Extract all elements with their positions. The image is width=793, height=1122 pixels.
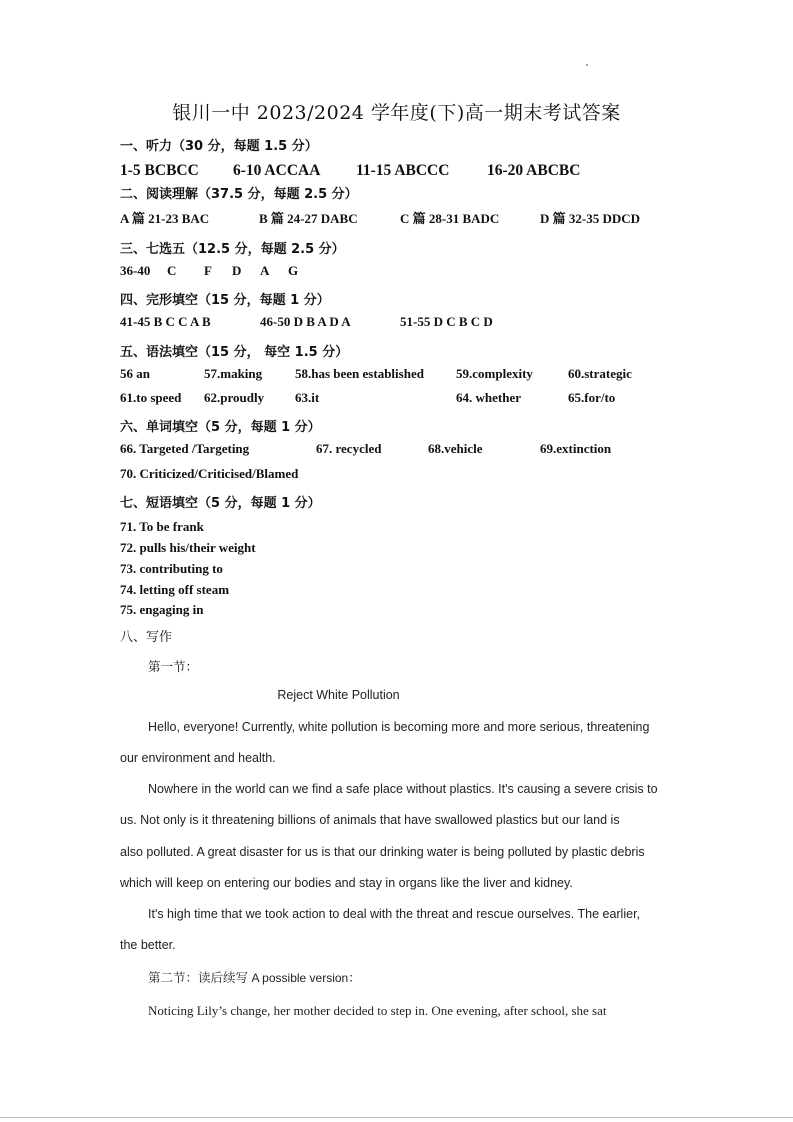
answer-item: 61.to speed — [120, 390, 182, 405]
section-6-heading: 六、单词填空（5 分，每题 1 分） — [120, 420, 321, 435]
answer-group: D 篇 32-35 DDCD — [540, 211, 641, 226]
section-7-heading: 七、短语填空（5 分，每题 1 分） — [120, 496, 321, 511]
phrase-answer: 74. letting off steam — [120, 582, 230, 597]
answer-group: 51-55 D C B C D — [400, 314, 493, 329]
answer-item: 68.vehicle — [428, 441, 483, 456]
phrase-answer: 72. pulls his/their weight — [120, 540, 256, 555]
answer-group: 6-10 ACCAA — [233, 162, 321, 179]
answer-letter: C — [167, 263, 177, 278]
answer-item: 69.extinction — [540, 441, 612, 456]
page-bottom-edge — [0, 1117, 793, 1118]
answer-group: C 篇 28-31 BADC — [400, 211, 500, 226]
answer-item: 66. Targeted /Targeting — [120, 441, 250, 456]
answer-group: B 篇 24-27 DABC — [259, 211, 358, 226]
part-2-label: 第二节：读后续写 A possible version： — [148, 970, 361, 985]
section-4-heading: 四、完形填空（15 分，每题 1 分） — [120, 293, 330, 308]
essay-line: It's high time that we took action to deal with the threat and rescue ourselves. The earlier, — [148, 907, 641, 921]
phrase-answer: 75. engaging in — [120, 602, 204, 617]
continuation-line: Noticing Lily’s change, her mother decided to step in. One evening, after school, she sat — [148, 1003, 607, 1018]
essay-line: also polluted. A great disaster for us is that our drinking water is being polluted by plastic debris — [120, 845, 645, 859]
answer-item: 65.for/to — [568, 390, 616, 405]
essay-line: the better. — [120, 938, 176, 952]
answer-group: 16-20 ABCBC — [487, 162, 581, 179]
answer-item: 63.it — [295, 390, 320, 405]
phrase-answer: 71. To be frank — [120, 519, 204, 534]
answer-group: A 篇 21-23 BAC — [120, 211, 210, 226]
answer-letter: G — [288, 263, 299, 278]
answer-range: 36-40 — [120, 263, 151, 278]
answer-item: 67. recycled — [316, 441, 382, 456]
answer-group: 46-50 D B A D A — [260, 314, 351, 329]
answer-letter: D — [232, 263, 242, 278]
answer-letter: A — [260, 263, 270, 278]
part-1-label: 第一节： — [148, 659, 199, 674]
answer-letter: F — [204, 263, 212, 278]
answer-group: 41-45 B C C A B — [120, 314, 211, 329]
answer-item: 70. Criticized/Criticised/Blamed — [120, 466, 299, 481]
section-5-heading: 五、语法填空（15 分， 每空 1.5 分） — [120, 345, 349, 360]
answer-item: 64. whether — [456, 390, 521, 405]
answer-item: 59.complexity — [456, 366, 533, 381]
answer-item: 57.making — [204, 366, 263, 381]
essay-title: Reject White Pollution — [277, 688, 400, 702]
section-2-heading: 二、阅读理解（37.5 分，每题 2.5 分） — [120, 187, 358, 202]
answer-group: 1-5 BCBCC — [120, 162, 199, 179]
essay-line: us. Not only is it threatening billions of animals that have swallowed plastics but our land is — [120, 813, 620, 827]
page-title: 银川一中 2023/2024 学年度(下)高一期末考试答案 — [172, 102, 621, 124]
essay-line: Nowhere in the world can we find a safe place without plastics. It's causing a severe crisis to — [148, 782, 658, 796]
answer-item: 58.has been established — [295, 366, 424, 381]
phrase-answer: 73. contributing to — [120, 561, 223, 576]
essay-line: which will keep on entering our bodies and stay in organs like the liver and kidney. — [120, 876, 573, 890]
answer-item: 62.proudly — [204, 390, 265, 405]
answer-group: 11-15 ABCCC — [356, 162, 450, 179]
section-8-heading: 八、写作 — [120, 630, 173, 645]
essay-line: our environment and health. — [120, 751, 276, 765]
answer-item: 60.strategic — [568, 366, 632, 381]
scan-speck — [586, 64, 588, 66]
section-1-heading: 一、听力（30 分，每题 1.5 分） — [120, 139, 318, 154]
section-3-heading: 三、七选五（12.5 分，每题 2.5 分） — [120, 242, 345, 257]
essay-line: Hello, everyone! Currently, white pollution is becoming more and more serious, threatening — [148, 720, 650, 734]
answer-item: 56 an — [120, 366, 150, 381]
